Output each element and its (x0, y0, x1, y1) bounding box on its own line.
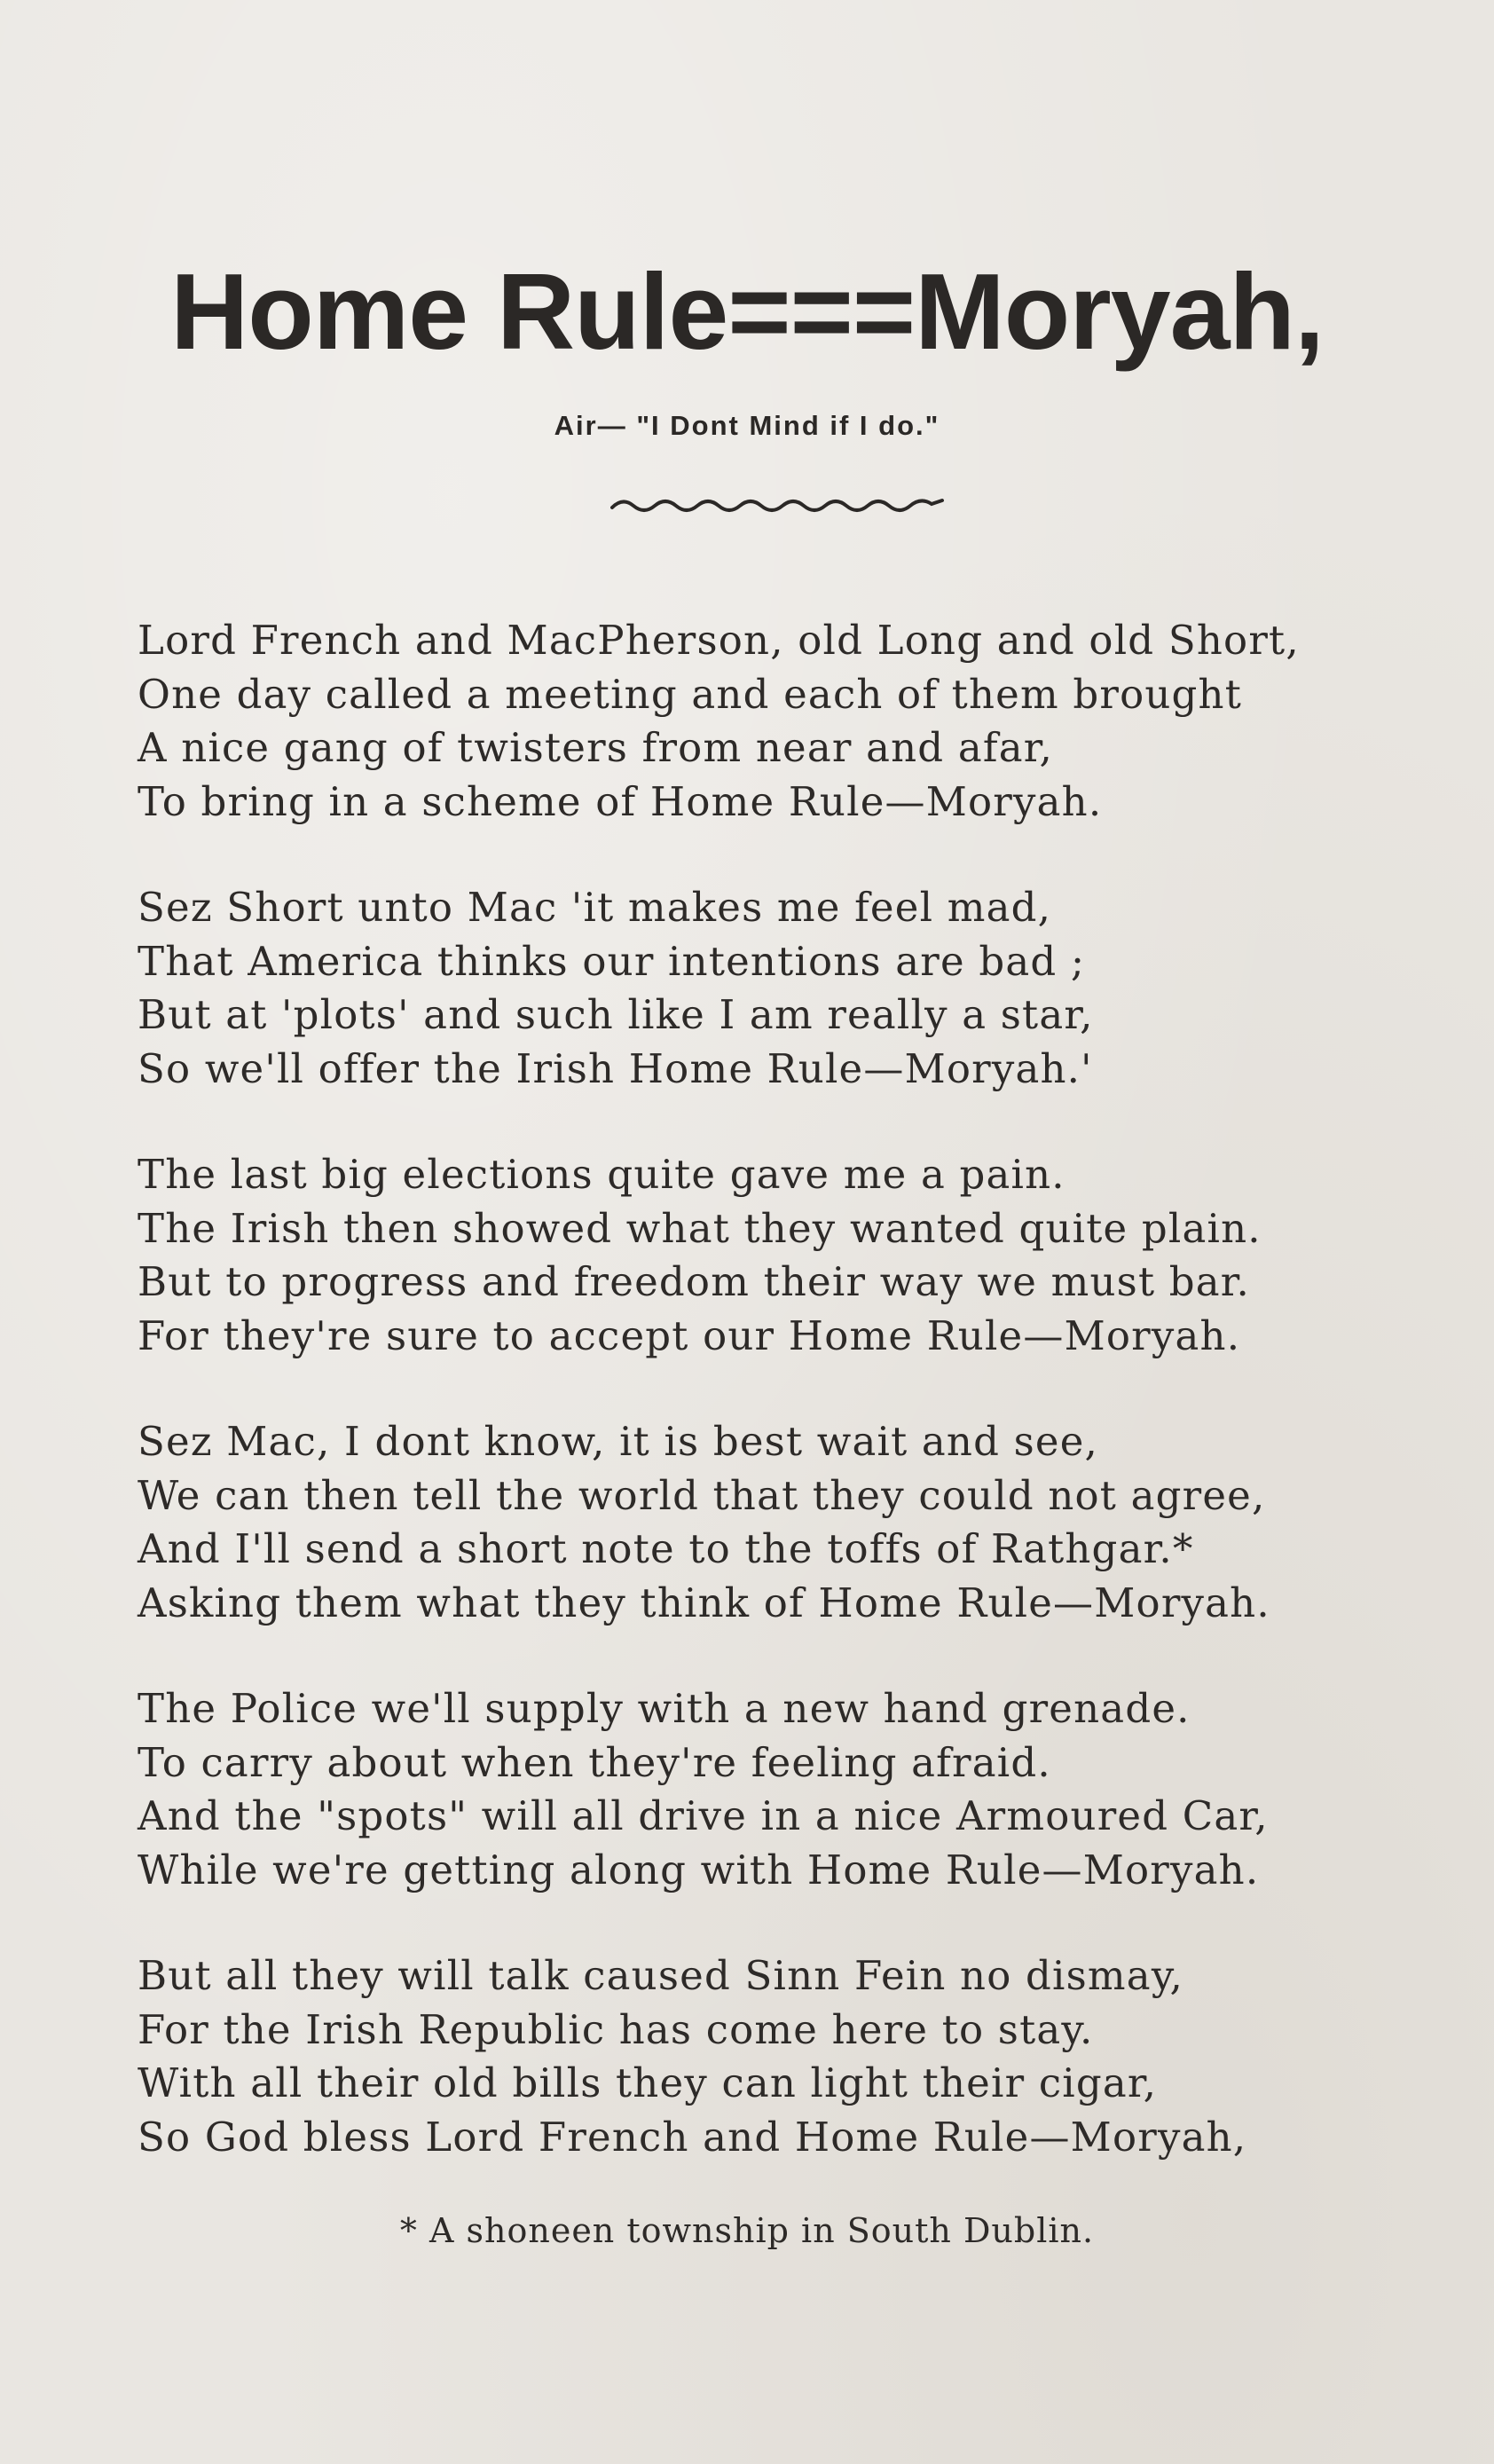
poem-line: That America thinks our intentions are bad ; (138, 937, 1086, 985)
stanza (138, 1949, 1433, 2164)
poem-line: But to progress and freedom their way we must bar. (138, 1258, 1251, 1305)
stanza (138, 614, 1433, 829)
footnote: * A shoneen township in South Dublin. (399, 2211, 1095, 2250)
poem-line: So we'll offer the Irish Home Rule—Moryah.' (138, 1044, 1093, 1092)
stanza (138, 1682, 1433, 1897)
stanza (138, 881, 1433, 1096)
poem-line: Asking them what they think of Home Rule—Moryah. (138, 1578, 1270, 1626)
air-subtitle: Air— "I Dont Mind if I do." (554, 410, 940, 441)
poem-line: One day called a meeting and each of them brought (138, 670, 1243, 718)
poem-line: While we're getting along with Home Rule—Moryah. (138, 1846, 1260, 1893)
stanza (138, 1148, 1433, 1363)
song-title: Home Rule===Moryah, (170, 251, 1324, 372)
poem-line: To carry about when they're feeling afraid. (138, 1738, 1051, 1786)
stanza (138, 1415, 1433, 1630)
poem-line: For the Irish Republic has come here to stay. (138, 2005, 1094, 2053)
poem-body (138, 614, 1433, 2216)
poem-line: The Police we'll supply with a new hand grenade. (138, 1685, 1191, 1732)
poem-line: But all they will talk caused Sinn Fein no dismay, (138, 1952, 1183, 1999)
poem-line: We can then tell the world that they could not agree, (138, 1471, 1266, 1519)
poem-line: Sez Short unto Mac 'it makes me feel mad, (138, 884, 1052, 931)
poem-line: To bring in a scheme of Home Rule—Moryah. (138, 777, 1103, 825)
poem-line: And the "spots" will all drive in a nice Armoured Car, (138, 1792, 1269, 1839)
poem-line: With all their old bills they can light their cigar, (138, 2059, 1158, 2106)
poem-line: For they're sure to accept our Home Rule—Moryah. (138, 1311, 1241, 1359)
poem-line: The last big elections quite gave me a pain. (138, 1151, 1065, 1198)
poem-line: A nice gang of twisters from near and afar, (138, 724, 1053, 771)
poem-line: And I'll send a short note to the toffs of Rathgar.* (138, 1525, 1194, 1572)
poem-line: The Irish then showed what they wanted quite plain. (138, 1204, 1262, 1252)
poem-line: Lord French and MacPherson, old Long and old Short, (138, 617, 1300, 664)
poem-line: Sez Mac, I dont know, it is best wait and see, (138, 1418, 1099, 1465)
wavy-divider-icon (610, 493, 944, 515)
poem-line: But at 'plots' and such like I am really a star, (138, 991, 1094, 1038)
poem-line: So God bless Lord French and Home Rule—Moryah, (138, 2113, 1247, 2161)
